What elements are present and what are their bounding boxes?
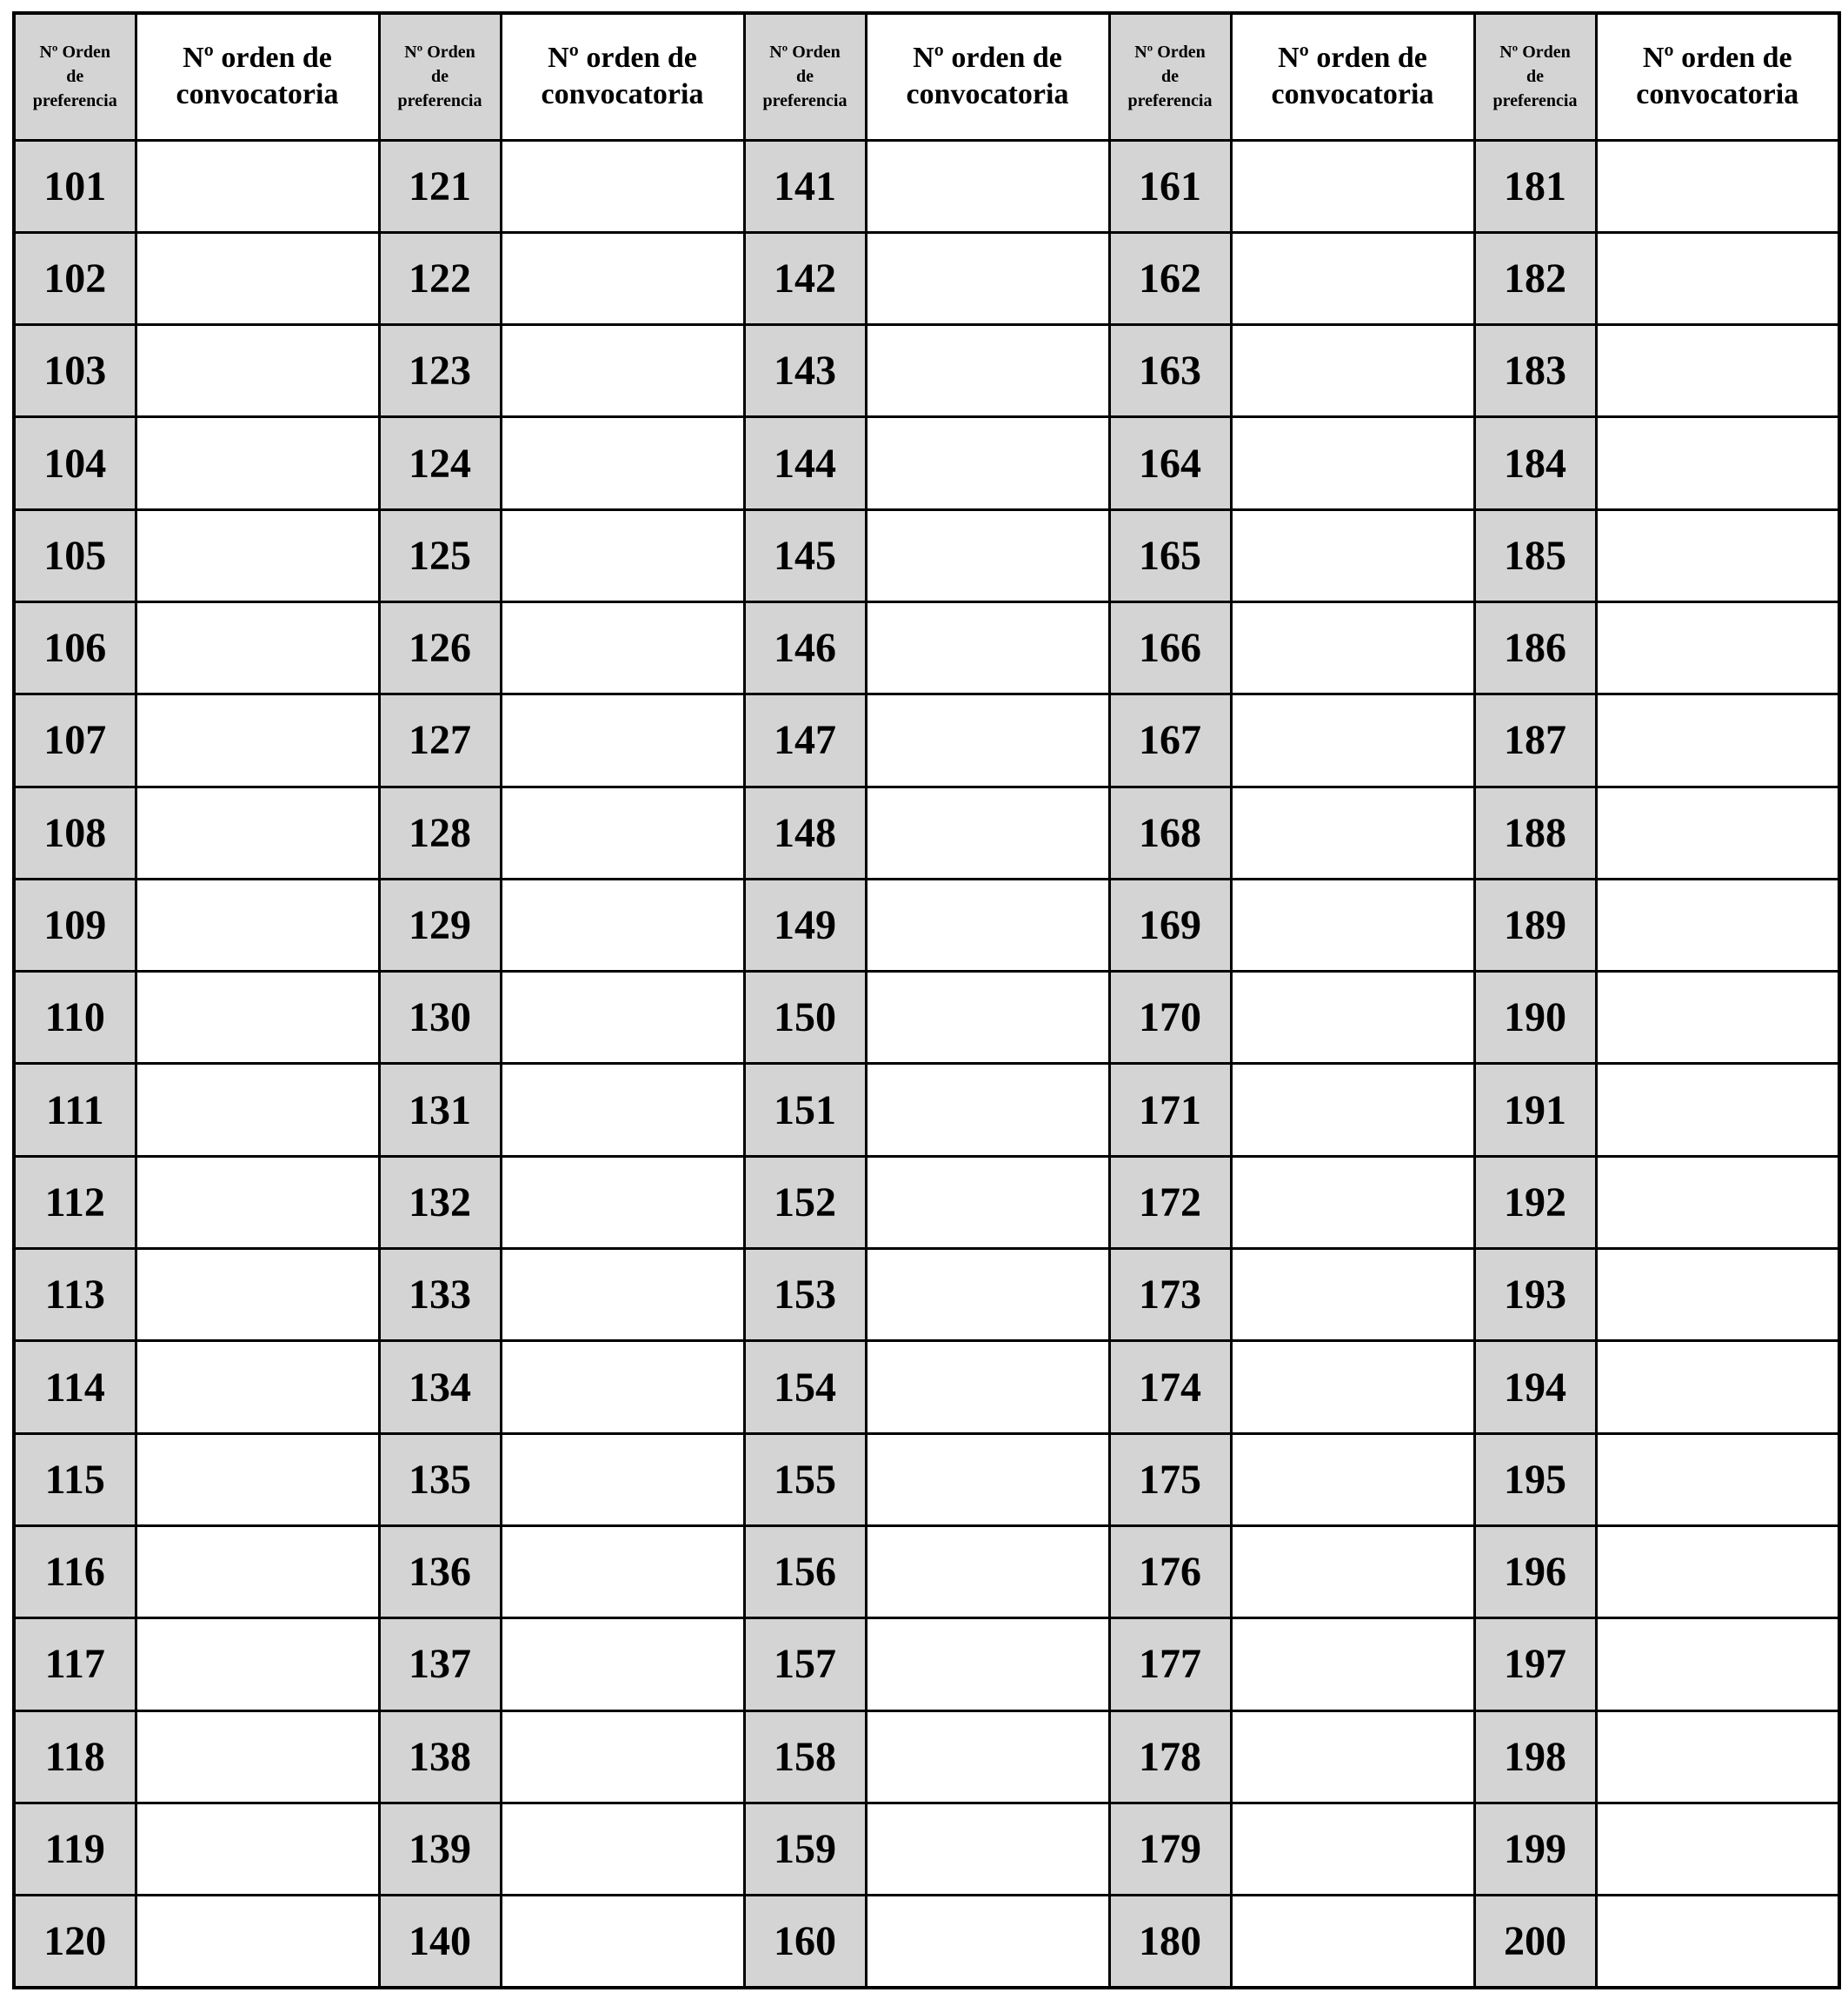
- preference-order-header: Nº Orden de preferencia: [1109, 13, 1231, 140]
- convocation-order-cell[interactable]: [1231, 694, 1474, 787]
- table-row: [14, 601, 1839, 694]
- convocation-order-cell[interactable]: [1231, 879, 1474, 971]
- convocation-order-cell[interactable]: [866, 325, 1109, 417]
- convocation-order-cell[interactable]: [866, 1433, 1109, 1525]
- preference-number-cell: 162: [1109, 232, 1231, 324]
- convocation-order-cell[interactable]: [1596, 232, 1839, 324]
- preference-number-cell: 189: [1474, 879, 1596, 971]
- preference-number-cell: 107: [14, 694, 136, 787]
- convocation-order-cell[interactable]: [866, 1525, 1109, 1617]
- table-row: [14, 509, 1839, 601]
- convocation-order-cell[interactable]: [501, 232, 744, 324]
- preference-number-cell: 159: [744, 1803, 866, 1895]
- table-row: [14, 1341, 1839, 1433]
- preference-number-cell: 104: [14, 417, 136, 509]
- convocation-order-cell[interactable]: [501, 140, 744, 232]
- preference-number-cell: 146: [744, 601, 866, 694]
- preference-number-cell: 177: [1109, 1618, 1231, 1710]
- convocation-order-cell[interactable]: [1231, 1710, 1474, 1803]
- convocation-order-cell[interactable]: [1231, 325, 1474, 417]
- convocation-order-cell[interactable]: [866, 1064, 1109, 1156]
- preference-number-cell: 192: [1474, 1156, 1596, 1248]
- preference-number-cell: 198: [1474, 1710, 1596, 1803]
- convocation-order-cell[interactable]: [866, 417, 1109, 509]
- convocation-order-cell[interactable]: [1231, 232, 1474, 324]
- preference-number-cell: 138: [379, 1710, 501, 1803]
- preference-number-cell: 117: [14, 1618, 136, 1710]
- preference-number-cell: 157: [744, 1618, 866, 1710]
- preference-number-cell: 108: [14, 787, 136, 879]
- preference-number-cell: 178: [1109, 1710, 1231, 1803]
- preference-number-cell: 111: [14, 1064, 136, 1156]
- convocation-order-cell[interactable]: [866, 601, 1109, 694]
- preference-number-cell: 101: [14, 140, 136, 232]
- preference-number-cell: 196: [1474, 1525, 1596, 1617]
- convocation-order-cell[interactable]: [1231, 1249, 1474, 1341]
- convocation-order-cell[interactable]: [1231, 787, 1474, 879]
- preference-number-cell: 114: [14, 1341, 136, 1433]
- table-row: [14, 1896, 1839, 1988]
- preference-number-cell: 137: [379, 1618, 501, 1710]
- preference-number-cell: 116: [14, 1525, 136, 1617]
- preference-number-cell: 106: [14, 601, 136, 694]
- preference-number-cell: 122: [379, 232, 501, 324]
- convocation-order-cell[interactable]: [1231, 1803, 1474, 1895]
- convocation-order-cell[interactable]: [1596, 1896, 1839, 1988]
- preference-number-cell: 181: [1474, 140, 1596, 232]
- convocation-order-cell[interactable]: [501, 1803, 744, 1895]
- preference-number-cell: 190: [1474, 972, 1596, 1064]
- preference-number-cell: 143: [744, 325, 866, 417]
- preference-number-cell: 126: [379, 601, 501, 694]
- convocation-order-cell[interactable]: [866, 1710, 1109, 1803]
- preference-number-cell: 184: [1474, 417, 1596, 509]
- convocation-order-cell[interactable]: [501, 601, 744, 694]
- preference-number-cell: 133: [379, 1249, 501, 1341]
- table-row: [14, 787, 1839, 879]
- table-row: [14, 694, 1839, 787]
- convocation-order-cell[interactable]: [136, 232, 379, 324]
- preference-number-cell: 158: [744, 1710, 866, 1803]
- preference-order-header: Nº Orden de preferencia: [379, 13, 501, 140]
- preference-number-cell: 128: [379, 787, 501, 879]
- preference-number-cell: 185: [1474, 509, 1596, 601]
- convocation-order-cell[interactable]: [1231, 1896, 1474, 1988]
- convocation-order-cell[interactable]: [866, 1156, 1109, 1248]
- convocation-order-cell[interactable]: [136, 417, 379, 509]
- preference-number-cell: 149: [744, 879, 866, 971]
- table-row: [14, 1433, 1839, 1525]
- convocation-order-cell[interactable]: [1596, 140, 1839, 232]
- convocation-order-cell[interactable]: [1231, 1525, 1474, 1617]
- preference-number-cell: 131: [379, 1064, 501, 1156]
- preference-number-cell: 186: [1474, 601, 1596, 694]
- preference-number-cell: 199: [1474, 1803, 1596, 1895]
- convocation-order-cell[interactable]: [136, 694, 379, 787]
- preference-number-cell: 183: [1474, 325, 1596, 417]
- convocation-order-cell[interactable]: [501, 1064, 744, 1156]
- preference-number-cell: 140: [379, 1896, 501, 1988]
- convocation-order-cell[interactable]: [866, 1803, 1109, 1895]
- convocation-order-cell[interactable]: [136, 1525, 379, 1617]
- convocation-order-cell[interactable]: [866, 509, 1109, 601]
- convocation-order-cell[interactable]: [1231, 417, 1474, 509]
- convocation-order-cell[interactable]: [136, 1803, 379, 1895]
- convocation-order-cell[interactable]: [1596, 325, 1839, 417]
- convocation-order-cell[interactable]: [501, 972, 744, 1064]
- preference-number-cell: 195: [1474, 1433, 1596, 1525]
- convocation-order-cell[interactable]: [866, 1896, 1109, 1988]
- preference-number-cell: 154: [744, 1341, 866, 1433]
- preference-number-cell: 135: [379, 1433, 501, 1525]
- preference-number-cell: 124: [379, 417, 501, 509]
- preference-order-header: Nº Orden de preferencia: [1474, 13, 1596, 140]
- convocation-order-cell[interactable]: [136, 787, 379, 879]
- preference-number-cell: 187: [1474, 694, 1596, 787]
- preference-number-cell: 153: [744, 1249, 866, 1341]
- convocation-order-cell[interactable]: [1231, 1064, 1474, 1156]
- preference-number-cell: 112: [14, 1156, 136, 1248]
- convocation-order-cell[interactable]: [1596, 1618, 1839, 1710]
- preference-number-cell: 103: [14, 325, 136, 417]
- convocation-order-cell[interactable]: [136, 509, 379, 601]
- preference-number-cell: 134: [379, 1341, 501, 1433]
- convocation-order-cell[interactable]: [136, 1341, 379, 1433]
- convocation-order-cell[interactable]: [501, 879, 744, 971]
- preference-number-cell: 173: [1109, 1249, 1231, 1341]
- convocation-order-cell[interactable]: [501, 694, 744, 787]
- preference-number-cell: 168: [1109, 787, 1231, 879]
- convocation-order-cell[interactable]: [136, 325, 379, 417]
- preference-number-cell: 121: [379, 140, 501, 232]
- convocation-order-cell[interactable]: [1596, 1433, 1839, 1525]
- preference-order-header: Nº Orden de preferencia: [14, 13, 136, 140]
- convocation-order-cell[interactable]: [501, 1249, 744, 1341]
- convocation-order-cell[interactable]: [1596, 1064, 1839, 1156]
- convocation-order-cell[interactable]: [1231, 1618, 1474, 1710]
- convocation-order-cell[interactable]: [866, 232, 1109, 324]
- preference-number-cell: 155: [744, 1433, 866, 1525]
- table-row: [14, 879, 1839, 971]
- table-row: [14, 417, 1839, 509]
- preference-order-header: Nº Orden de preferencia: [744, 13, 866, 140]
- convocation-order-cell[interactable]: [501, 417, 744, 509]
- table-row: [14, 325, 1839, 417]
- preference-number-cell: 188: [1474, 787, 1596, 879]
- table-row: [14, 972, 1839, 1064]
- convocation-order-cell[interactable]: [1596, 509, 1839, 601]
- convocation-order-header: Nº orden de convocatoria: [1596, 13, 1839, 140]
- convocation-order-cell[interactable]: [501, 787, 744, 879]
- preference-number-cell: 119: [14, 1803, 136, 1895]
- preference-number-cell: 109: [14, 879, 136, 971]
- preference-number-cell: 200: [1474, 1896, 1596, 1988]
- preference-number-cell: 172: [1109, 1156, 1231, 1248]
- preference-number-cell: 166: [1109, 601, 1231, 694]
- convocation-order-cell[interactable]: [866, 787, 1109, 879]
- preference-number-cell: 120: [14, 1896, 136, 1988]
- convocation-order-cell[interactable]: [136, 1249, 379, 1341]
- convocation-order-cell[interactable]: [1596, 1803, 1839, 1895]
- preference-number-cell: 147: [744, 694, 866, 787]
- convocation-order-cell[interactable]: [136, 1896, 379, 1988]
- preference-number-cell: 144: [744, 417, 866, 509]
- preference-number-cell: 163: [1109, 325, 1231, 417]
- preference-number-cell: 132: [379, 1156, 501, 1248]
- preference-number-cell: 113: [14, 1249, 136, 1341]
- convocation-order-cell[interactable]: [866, 1618, 1109, 1710]
- convocation-order-cell[interactable]: [136, 1618, 379, 1710]
- preference-number-cell: 194: [1474, 1341, 1596, 1433]
- convocation-order-cell[interactable]: [136, 1433, 379, 1525]
- preference-number-cell: 175: [1109, 1433, 1231, 1525]
- convocation-order-cell[interactable]: [866, 879, 1109, 971]
- convocation-order-cell[interactable]: [501, 1710, 744, 1803]
- convocation-order-cell[interactable]: [501, 1525, 744, 1617]
- preference-number-cell: 169: [1109, 879, 1231, 971]
- convocation-order-cell[interactable]: [1596, 601, 1839, 694]
- preference-number-cell: 130: [379, 972, 501, 1064]
- preference-number-cell: 148: [744, 787, 866, 879]
- table-row: [14, 1710, 1839, 1803]
- convocation-order-cell[interactable]: [136, 1064, 379, 1156]
- preference-number-cell: 141: [744, 140, 866, 232]
- preference-number-cell: 152: [744, 1156, 866, 1248]
- preference-number-cell: 160: [744, 1896, 866, 1988]
- table-row: [14, 1803, 1839, 1895]
- preference-number-cell: 174: [1109, 1341, 1231, 1433]
- convocation-order-cell[interactable]: [866, 140, 1109, 232]
- table-row: [14, 1156, 1839, 1248]
- convocation-order-cell[interactable]: [1596, 1341, 1839, 1433]
- convocation-order-cell[interactable]: [1231, 601, 1474, 694]
- convocation-order-cell[interactable]: [1596, 1525, 1839, 1617]
- preference-number-cell: 165: [1109, 509, 1231, 601]
- convocation-order-header: Nº orden de convocatoria: [136, 13, 379, 140]
- preference-number-cell: 191: [1474, 1064, 1596, 1156]
- preference-number-cell: 145: [744, 509, 866, 601]
- convocation-order-cell[interactable]: [1596, 1710, 1839, 1803]
- convocation-order-cell[interactable]: [501, 509, 744, 601]
- preference-number-cell: 156: [744, 1525, 866, 1617]
- convocation-order-cell[interactable]: [501, 1156, 744, 1248]
- convocation-order-cell[interactable]: [866, 1341, 1109, 1433]
- convocation-order-cell[interactable]: [1231, 1341, 1474, 1433]
- preference-number-cell: 125: [379, 509, 501, 601]
- preference-number-cell: 142: [744, 232, 866, 324]
- preference-number-cell: 118: [14, 1710, 136, 1803]
- preference-number-cell: 123: [379, 325, 501, 417]
- preference-number-cell: 136: [379, 1525, 501, 1617]
- convocation-order-cell[interactable]: [1596, 1249, 1839, 1341]
- preference-number-cell: 110: [14, 972, 136, 1064]
- preference-number-cell: 151: [744, 1064, 866, 1156]
- convocation-order-cell[interactable]: [136, 601, 379, 694]
- preference-number-cell: 170: [1109, 972, 1231, 1064]
- preference-number-cell: 193: [1474, 1249, 1596, 1341]
- convocation-order-cell[interactable]: [136, 972, 379, 1064]
- table-row: [14, 140, 1839, 232]
- preference-number-cell: 176: [1109, 1525, 1231, 1617]
- preference-number-cell: 139: [379, 1803, 501, 1895]
- convocation-order-cell[interactable]: [136, 879, 379, 971]
- convocation-order-cell[interactable]: [501, 1341, 744, 1433]
- convocation-order-header: Nº orden de convocatoria: [866, 13, 1109, 140]
- preference-number-cell: 179: [1109, 1803, 1231, 1895]
- convocation-order-cell[interactable]: [1596, 879, 1839, 971]
- convocation-order-header: Nº orden de convocatoria: [501, 13, 744, 140]
- preference-order-table: [12, 11, 1841, 1989]
- convocation-order-cell[interactable]: [501, 1618, 744, 1710]
- table-row: [14, 1064, 1839, 1156]
- preference-number-cell: 102: [14, 232, 136, 324]
- preference-number-cell: 105: [14, 509, 136, 601]
- preference-number-cell: 171: [1109, 1064, 1231, 1156]
- convocation-order-cell[interactable]: [136, 1156, 379, 1248]
- table-row: [14, 1618, 1839, 1710]
- preference-number-cell: 127: [379, 694, 501, 787]
- table-row: [14, 232, 1839, 324]
- convocation-order-cell[interactable]: [136, 1710, 379, 1803]
- convocation-order-cell[interactable]: [501, 1896, 744, 1988]
- convocation-order-cell[interactable]: [136, 140, 379, 232]
- convocation-order-cell[interactable]: [1231, 972, 1474, 1064]
- preference-number-cell: 182: [1474, 232, 1596, 324]
- convocation-order-cell[interactable]: [1231, 1433, 1474, 1525]
- convocation-order-cell[interactable]: [1596, 972, 1839, 1064]
- convocation-order-cell[interactable]: [501, 1433, 744, 1525]
- preference-number-cell: 129: [379, 879, 501, 971]
- convocation-order-cell[interactable]: [866, 1249, 1109, 1341]
- header-row: [14, 13, 1839, 140]
- convocation-order-header: Nº orden de convocatoria: [1231, 13, 1474, 140]
- preference-number-cell: 161: [1109, 140, 1231, 232]
- preference-number-cell: 197: [1474, 1618, 1596, 1710]
- preference-number-cell: 115: [14, 1433, 136, 1525]
- table-row: [14, 1525, 1839, 1617]
- convocation-order-cell[interactable]: [1231, 140, 1474, 232]
- convocation-order-cell[interactable]: [1231, 509, 1474, 601]
- convocation-order-cell[interactable]: [866, 694, 1109, 787]
- convocation-order-cell[interactable]: [501, 325, 744, 417]
- convocation-order-cell[interactable]: [1596, 417, 1839, 509]
- convocation-order-cell[interactable]: [866, 972, 1109, 1064]
- convocation-order-cell[interactable]: [1596, 787, 1839, 879]
- convocation-order-cell[interactable]: [1596, 694, 1839, 787]
- preference-number-cell: 150: [744, 972, 866, 1064]
- preference-number-cell: 164: [1109, 417, 1231, 509]
- convocation-order-cell[interactable]: [1231, 1156, 1474, 1248]
- preference-number-cell: 180: [1109, 1896, 1231, 1988]
- table-row: [14, 1249, 1839, 1341]
- convocation-order-cell[interactable]: [1596, 1156, 1839, 1248]
- preference-number-cell: 167: [1109, 694, 1231, 787]
